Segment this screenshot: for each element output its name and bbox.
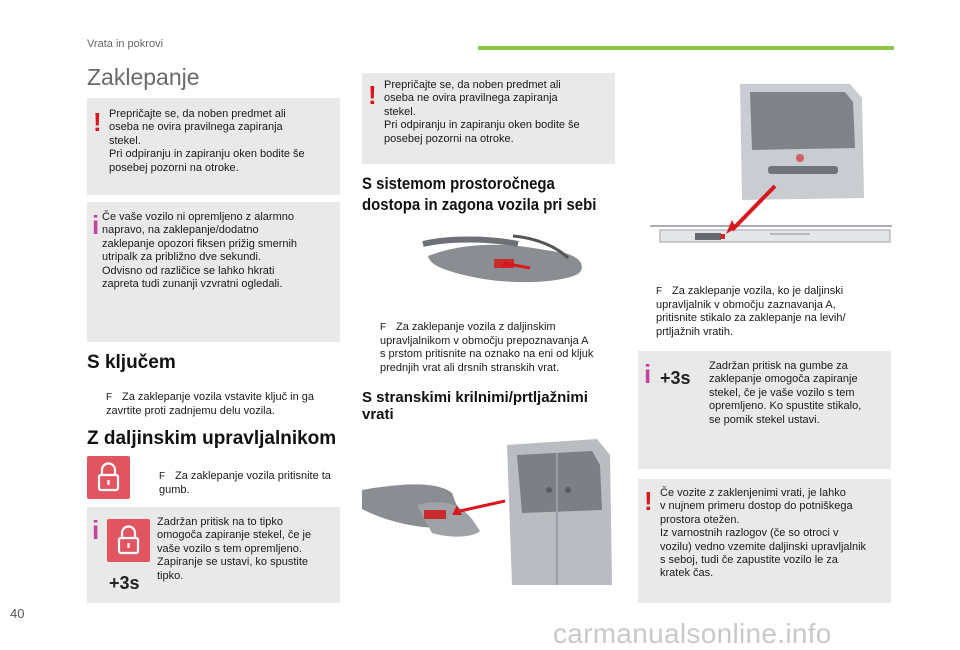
bullet-with-key [90, 378, 356, 418]
warning-text-2: Prepričajte se, da noben predmet ali oseba ne ovira pravilnega zapiranja stekel. Pri odpiranju in zapiranju oken bodite še posebej pozorni na otroke. [384, 79, 580, 145]
lock-icon [87, 456, 130, 499]
page-number: 40 [10, 606, 25, 621]
bullet-tailgate [640, 272, 910, 339]
door-handle-illustration [418, 226, 618, 296]
lock-button-tile [87, 456, 130, 499]
warning-icon: ! [368, 80, 377, 110]
info-text-remote: Zadržan pritisk na to tipko omogoča zapiranje stekel, če je vaše vozilo s tem opremljeno. Zapiranje se ustavi, ko spustite tipko. [157, 516, 312, 582]
bullet-remote [143, 457, 356, 497]
warning-text-1: Prepričajte se, da noben predmet ali oseba ne ovira pravilnega zapiranja stekel. Pri odpiranju in zapiranju oken bodite še posebej pozorni na otroke. [109, 108, 305, 174]
heading-side-doors: S stranskimi krilnimi/prtljažnimi vrati [362, 389, 588, 423]
info-text-1: Če vaše vozilo ni opremljeno z alarmno napravo, na zaklepanje/dodatno zaklepanje opozori fiksen prižig smernih utripalk za približno dve sekundi. Odvisno od različice se lahko hkrati zapreta tudi zunanji vzvratni ogledali. [102, 211, 298, 291]
warning-text-3: Če vozite z zaklenjenimi vrati, je lahko v nujnem primeru dostop do potniškega prostora otežen. Iz varnostnih razlogov (če so otroci v vozilu) vedno vzemite daljinski upravljalnik s seboj, tudi če zapustite vozilo le za kratek čas. [660, 487, 867, 580]
heading-remote: Z daljinskim upravljalnikom [87, 428, 337, 449]
side-door-illustration [362, 435, 617, 585]
heading-with-key: S ključem [87, 352, 176, 373]
lock-icon [107, 519, 150, 562]
info-box-remote [87, 507, 340, 603]
warning-icon: ! [644, 486, 653, 516]
bullet-icon: F [656, 286, 663, 298]
watermark: carmanualsonline.info [553, 618, 832, 649]
bullet-keyless [364, 308, 638, 375]
info-icon: i [92, 515, 100, 545]
bullet-text: Za zaklepanje vozila, ko je daljinski upravljalnik v območju zaznavanja A, pritisnite stikalo za zaklepanje na levih/ prtljažnih vratih. [656, 285, 846, 338]
bullet-text: Za zaklepanje vozila z daljinskim upravljalnikom v območju prepoznavanja A s prstom pritisnite na oznako na eni od kljuk prednjih vrat ali drsnih stranskih vrat. [380, 321, 594, 374]
info-box-tailgate [638, 351, 891, 469]
section-label: Vrata in pokrovi [87, 38, 164, 50]
info-box-1 [87, 202, 340, 342]
page-title: Zaklepanje [87, 64, 200, 90]
warning-box-1 [87, 98, 340, 195]
info-icon: i [644, 359, 652, 389]
warning-box-3 [638, 479, 891, 603]
section-divider [478, 46, 894, 50]
heading-keyless: S sistemom prostoročnega dostopa in zagona vozila pri sebi [362, 174, 597, 214]
bullet-text: Za zaklepanje vozila pritisnite ta gumb. [159, 470, 331, 496]
lock-button-tile [107, 519, 150, 562]
bullet-icon: F [159, 471, 166, 483]
warning-box-2 [362, 73, 615, 164]
info-text-tailgate: Zadržan pritisk na gumbe za zaklepanje omogoča zapiranje stekel, če je vaše vozilo s tem opremljeno. Ko spustite stikalo, se pomik stekel ustavi. [709, 360, 862, 426]
three-second-icon: +3s [660, 368, 691, 388]
info-icon: i [92, 210, 100, 240]
tailgate-illustration [650, 78, 892, 260]
bullet-text: Za zaklepanje vozila vstavite ključ in ga zavrtite proti zadnjemu delu vozila. [106, 391, 314, 417]
bullet-icon: F [106, 392, 113, 404]
three-second-icon: +3s [109, 573, 140, 593]
warning-icon: ! [93, 107, 102, 137]
bullet-icon: F [380, 322, 387, 334]
